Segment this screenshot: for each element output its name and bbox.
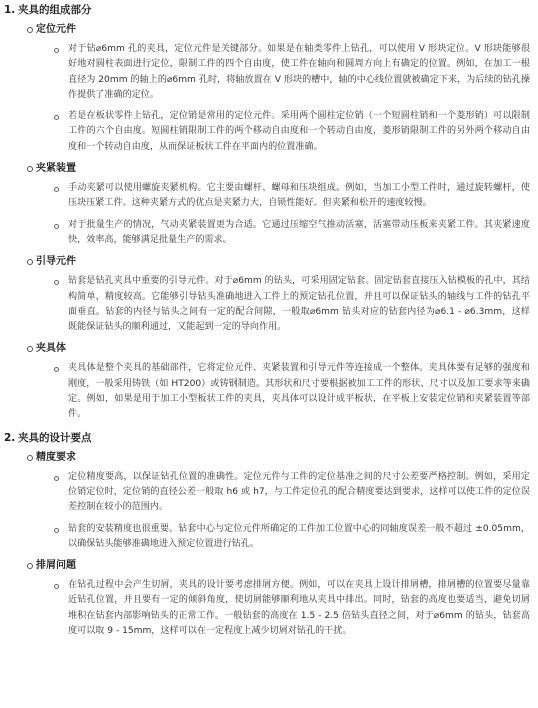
bullet-icon — [54, 584, 59, 589]
paragraph: 对于钻⌀6mm 孔的夹具，定位元件是关键部分。如果是在轴类零件上钻孔，可以使用 V 形块定位。V 形块能够很好地对圆柱表面进行定位，限制工件的四个自由度，使工件在轴向和圆周方向上有确定的位置。例如，在加工一根直径为 20mm 的轴上的⌀6mm 孔时，将轴放置在 V 形块的槽中，轴的中心线位置就被确定下来，为后续的钻孔操作提供了准确的定位。 — [68, 44, 530, 100]
list-item — [36, 181, 530, 212]
bullet-icon — [54, 48, 59, 53]
paragraph: 钻套的安装精度也很重要。钻套中心与定位元件所确定的工件加工位置中心的同轴度误差一般不超过 ±0.05mm，以确保钻头能够准确地进入预定位置进行钻孔。 — [68, 523, 530, 549]
section-heading: 夹具的组成部分 — [18, 4, 92, 16]
hollow-bullet-icon — [27, 455, 33, 461]
subsection-heading: 夹紧装置 — [36, 163, 76, 175]
bullet-icon — [54, 476, 59, 481]
subsection-heading: 排屑问题 — [36, 560, 76, 572]
subsection-clamping-device — [18, 161, 530, 248]
section-2 — [4, 429, 530, 640]
subsection-chip-removal — [18, 558, 530, 639]
list-item — [36, 470, 530, 516]
section-1 — [4, 1, 530, 423]
list-item — [36, 42, 530, 103]
bullet-icon — [54, 187, 59, 192]
section-heading: 夹具的设计要点 — [18, 431, 92, 444]
subsection-precision-requirements — [18, 450, 530, 552]
paragraph: 手动夹紧可以使用螺旋夹紧机构。它主要由螺杆、螺母和压块组成。例如，当加工小型工件时，通过旋转螺杆，使压块压紧工件。这种夹紧方式的优点是夹紧力大，自锁性能好。但夹紧和松开的速度较慢。 — [68, 183, 530, 209]
paragraph: 若是在板状零件上钻孔，定位销是常用的定位元件。采用两个圆柱定位销（一个短圆柱销和一个菱形销）可以限制工件的六个自由度。短圆柱销限制工件的两个移动自由度和一个转动自由度，菱形销限制工件的另外两个移动自由度和一个转动自由度，从而保证板状工件在平面内的位置准确。 — [68, 111, 530, 152]
bullet-icon — [54, 528, 59, 533]
hollow-bullet-icon — [27, 166, 33, 172]
bullet-icon — [54, 280, 59, 285]
section-number: 2. — [4, 431, 16, 444]
paragraph: 夹具体是整个夹具的基础部件，它将定位元件、夹紧装置和引导元件等连接成一个整体。夹具体要有足够的强度和刚度，一般采用铸铁（如 HT200）或铸钢制造。其形状和尺寸要根据被加工工件的形状、尺寸以及加工要求等来确定。例如，如果是用于加工小型板状工件的夹具，夹具体可以设计成平板状，在平板上安装定位销和夹紧装置等部件。 — [68, 363, 530, 420]
subsection-heading: 精度要求 — [36, 451, 76, 463]
paragraph: 在钻孔过程中会产生切屑，夹具的设计要考虑排屑方便。例如，可以在夹具上设计排屑槽，排屑槽的位置要尽量靠近钻孔位置，并且要有一定的倾斜角度，使切屑能够顺利地从夹具中排出。同时，钻套的高度也要适当，避免切屑堆积在钻套内部影响钻头的正常工作。一般钻套的高度在 1.5 - 2.5 倍钻头直径之间，对于⌀6mm 的钻头，钻套高度可以取 9 - 15mm，这样可以在一定程度上减少切屑对钻孔的干扰。 — [68, 580, 530, 637]
hollow-bullet-icon — [27, 346, 33, 352]
list-item — [36, 361, 530, 422]
subsection-guide-elements — [18, 254, 530, 335]
paragraph: 对于批量生产的情况，气动夹紧装置更为合适。它通过压缩空气推动活塞，活塞带动压板来夹紧工件。其夹紧速度快，效率高，能够满足批量生产的需求。 — [68, 219, 530, 245]
subsection-heading: 夹具体 — [36, 343, 66, 355]
list-item — [36, 109, 530, 155]
bullet-icon — [54, 224, 59, 229]
paragraph: 钻套是钻孔夹具中重要的引导元件。对于⌀6mm 的钻头，可采用固定钻套。固定钻套直接压入钻模板的孔中，其结构简单，精度较高。它能够引导钻头准确地进入工件上的预定钻孔位置，并且可以保证钻头的轴线与工件的钻孔平面垂直。钻套的内径与钻头之间有一定的配合间隙，一般取⌀6mm 钻头对应的钻套内径为⌀6.1 - ⌀6.3mm，这样既能保证钻头的顺利通过，又能起到一定的导向作用。 — [68, 276, 530, 333]
bullet-icon — [54, 115, 59, 120]
list-item — [36, 522, 530, 553]
hollow-bullet-icon — [27, 563, 33, 569]
list-item — [36, 218, 530, 249]
subsection-heading: 引导元件 — [36, 256, 76, 268]
subsection-heading: 定位元件 — [36, 24, 76, 35]
hollow-bullet-icon — [27, 27, 33, 33]
subsection-fixture-body — [18, 341, 530, 422]
hollow-bullet-icon — [27, 259, 33, 265]
list-item — [36, 274, 530, 335]
section-number: 1. — [4, 4, 16, 16]
subsection-positioning-elements — [18, 22, 530, 155]
list-item — [36, 578, 530, 639]
paragraph: 定位精度要高，以保证钻孔位置的准确性。定位元件与工件的定位基准之间的尺寸公差要严格控制。例如，采用定位销定位时，定位销的直径公差一般取 h6 或 h7，与工件定位孔的配合精度要达到要求，这样可以使工件的定位误差控制在较小的范围内。 — [68, 471, 530, 513]
bullet-icon — [54, 367, 59, 372]
